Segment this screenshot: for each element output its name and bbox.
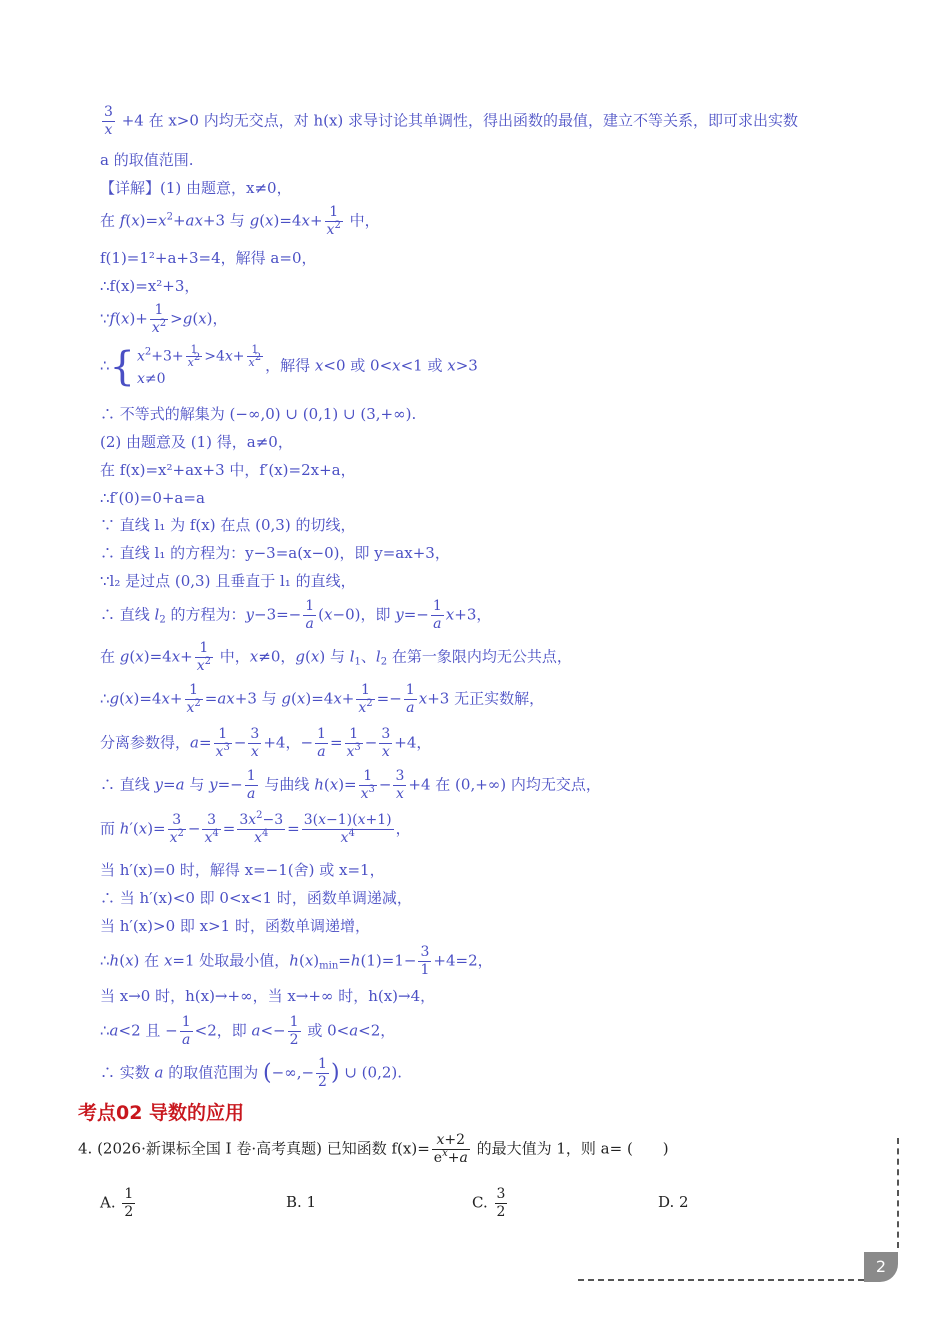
solution-line-26: 当 x→0 时，h(x)→+∞，当 x→+∞ 时，h(x)→4， (100, 987, 436, 1005)
solution-line-14: ∴ 直线 l₁ 的方程为：y−3=a(x−0)，即 y=ax+3， (100, 544, 450, 562)
solution-line-1 (100, 104, 798, 139)
solution-line-8: ∴{ $x^2+3+$ $\frac{1}{x^2}$ >4x+ $\frac{1}{x^2}$ x≠0，解得 x<0 或 0<x<1 或 x>3 (100, 343, 478, 390)
solution-line-2: a 的取值范围. (100, 151, 194, 169)
solution-line-22: 当 h′(x)=0 时，解得 x=−1(舍) 或 x=1， (100, 861, 385, 879)
solution-line-7: ∵f(x)+ $\frac{1}{x^2}$ >g(x)， (100, 302, 228, 336)
choice-d[interactable]: D. 2 (658, 1193, 689, 1211)
solution-line-15: ∵l₂ 是过点 (0,3) 且垂直于 l₁ 的直线， (100, 572, 356, 590)
solution-line-19: 分离参数得，a= $\frac{1}{x^3}$ − $\frac{3}{x}$ +4，− $\frac{1}{a}$ = $\frac{1}{x^3}$ − $\frac{3}{x}$ +4， (100, 726, 432, 760)
section-heading: 考点02 导数的应用 (78, 1102, 245, 1124)
choice-c[interactable]: C. $\frac{3}{2}$ (472, 1186, 506, 1220)
dashed-border-bottom (578, 1279, 864, 1281)
solution-line-24: 当 h′(x)>0 即 x>1 时，函数单调递增， (100, 917, 370, 935)
solution-line-16: ∴ 直线 $l_2$ 的方程为：y−3=− $\frac{1}{a}$ (x−0)，即 y=− $\frac{1}{a}$ x+3， (100, 598, 492, 632)
dashed-border-right (897, 1138, 899, 1248)
question-prefix: 4. (2026·新课标全国 I 卷·高考真题) 已知函数 f(x)= (78, 1139, 430, 1158)
solution-line-17: 在 g(x)=4x+ $\frac{1}{x^2}$ 中，x≠0，g(x) 与 $l_1$、$l_2$ 在第一象限内均无公共点， (100, 640, 572, 674)
page-number-badge: 2 (864, 1252, 898, 1282)
solution-line-20: ∴ 直线 y=a 与 y=− $\frac{1}{a}$ 与曲线 h(x)= $\frac{1}{x^3}$ − $\frac{3}{x}$ +4 在 (0,+∞) 内均无交点， (100, 768, 601, 802)
solution-line-9: ∴ 不等式的解集为 (−∞,0) ∪ (0,1) ∪ (3,+∞). (100, 405, 417, 423)
question-fraction: $\frac{x+2}{e^x+a}$ (433, 1132, 468, 1166)
solution-line-23: ∴ 当 h′(x)<0 即 0<x<1 时，函数单调递减， (100, 889, 412, 907)
choice-a[interactable]: A. $\frac{1}{2}$ (100, 1186, 134, 1220)
solution-line-10: (2) 由题意及 (1) 得，a≠0， (100, 433, 293, 451)
solution-line-12: ∴f′(0)=0+a=a (100, 489, 205, 507)
solution-line-11: 在 f(x)=x²+ax+3 中，f′(x)=2x+a， (100, 461, 356, 479)
solution-line-25: ∴h(x) 在 x=1 处取最小值，$h(x)_{min}=h(1)=1-$ $\frac{3}{1}$ +4=2， (100, 944, 493, 978)
solution-line-5: f(1)=1²+a+3=4，解得 a=0， (100, 249, 317, 267)
solution-line-27: ∴a<2 且 − $\frac{1}{a}$ <2，即 a<− $\frac{1}{2}$ 或 0<a<2， (100, 1014, 396, 1048)
solution-line-21: 而 h′(x)= $\frac{3}{x^2}$ − $\frac{3}{x^4}$ = $\frac{3x^2-3}{x^4}$ = $\frac{3(x-1)(x+1)}{x^4}$ ， (100, 810, 411, 846)
solution-line-4: 在 $f(x)=x^2+ax+3$ 与 g(x)=4x+ $\frac{1}{x^2}$ 中， (100, 204, 380, 238)
solution-line-13: ∵ 直线 l₁ 为 f(x) 在点 (0,3) 的切线， (100, 516, 356, 534)
fraction: $\frac{3}{x}$ (104, 104, 113, 138)
solution-line-28: ∴ 实数 a 的取值范围为 (−∞,− $\frac{1}{2}$ ) ∪ (0,2). (100, 1056, 402, 1090)
solution-line-6: ∴f(x)=x²+3， (100, 277, 200, 295)
solution-text: +4 在 x>0 内均无交点，对 h(x) 求导讨论其单调性，得出函数的最值，建立不等关系，即可求出实数 (121, 111, 799, 130)
solution-line-18: ∴g(x)=4x+ $\frac{1}{x^2}$ =ax+3 与 g(x)=4x+ $\frac{1}{x^2}$ =− $\frac{1}{a}$ x+3 无正实数解， (100, 682, 545, 716)
question-4 (78, 1132, 669, 1167)
question-suffix: 的最大值为 1，则 a= ( ) (476, 1139, 669, 1158)
solution-line-3: 【详解】(1) 由题意，x≠0， (100, 179, 292, 197)
choice-b[interactable]: B. 1 (286, 1193, 317, 1211)
